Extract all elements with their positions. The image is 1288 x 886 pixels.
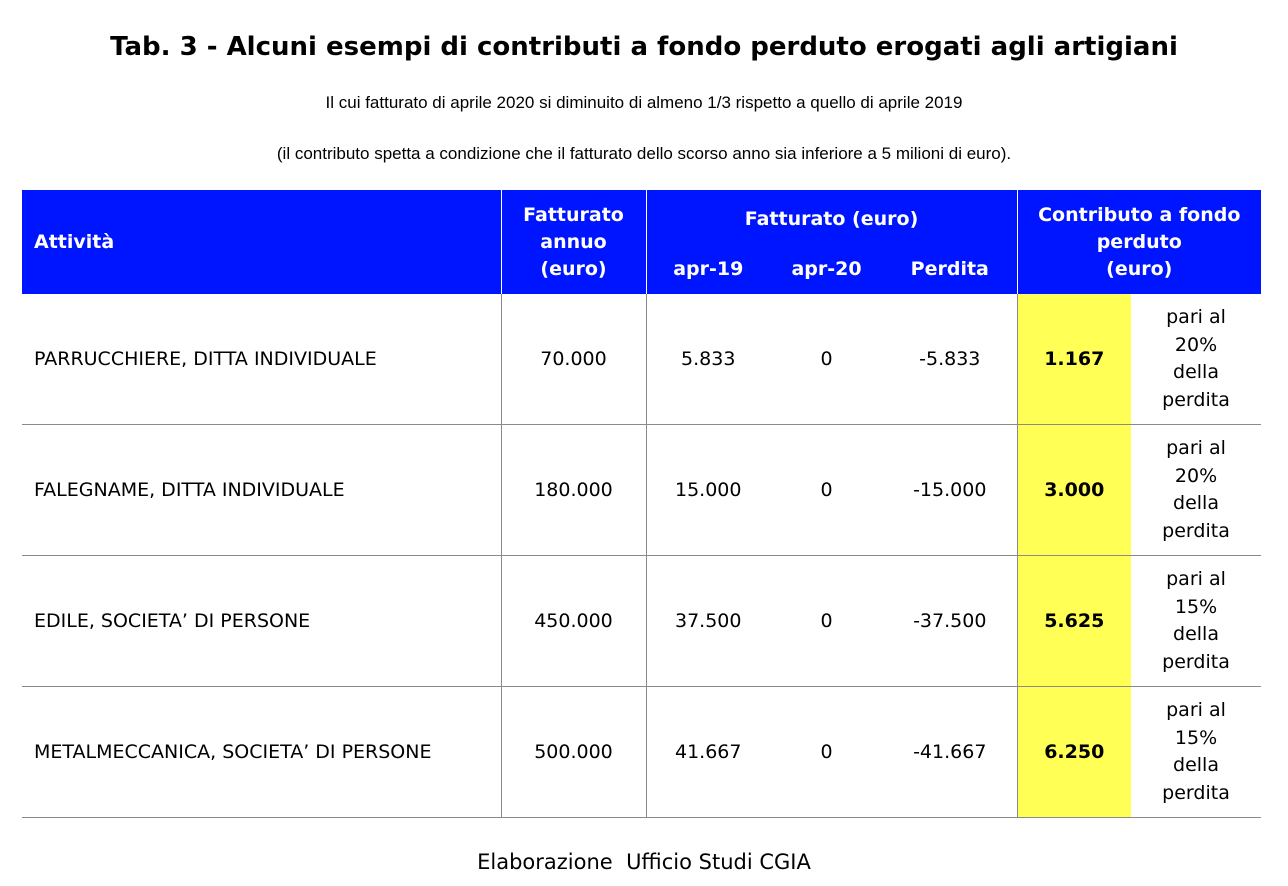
cell-loss: -41.667	[883, 687, 1017, 818]
cell-activity: EDILE, SOCIETA’ DI PERSONE	[22, 556, 501, 687]
note-line: della	[1173, 492, 1219, 514]
cell-apr19: 37.500	[646, 556, 770, 687]
cell-annual: 180.000	[501, 425, 646, 556]
note-line: perdita	[1162, 781, 1230, 804]
table-row	[22, 425, 1261, 556]
header-contribution-line2: perduto	[1096, 230, 1182, 253]
note-line: della	[1173, 623, 1219, 645]
cell-apr20: 0	[770, 294, 883, 425]
header-apr19: apr-19	[646, 244, 770, 294]
cell-contribution-note	[1131, 294, 1261, 425]
header-contribution-line3: (euro)	[1106, 257, 1173, 280]
note-line: perdita	[1162, 519, 1230, 542]
note-line: pari al	[1166, 437, 1226, 459]
cell-annual: 500.000	[501, 687, 646, 818]
table-row	[22, 294, 1261, 425]
note-line: 20%	[1174, 464, 1218, 487]
header-annual-line2: annuo	[540, 230, 607, 253]
cell-apr19: 41.667	[646, 687, 770, 818]
cell-loss: -37.500	[883, 556, 1017, 687]
cell-contribution: 6.250	[1017, 687, 1131, 818]
note-line: perdita	[1162, 650, 1230, 673]
note-line: pari al	[1166, 306, 1226, 328]
note-line: 15%	[1174, 595, 1218, 618]
source-footer: Elaborazione Ufficio Studi CGIA	[477, 850, 811, 874]
contributions-table	[22, 190, 1261, 818]
table-row	[22, 556, 1261, 687]
note-line: pari al	[1166, 699, 1226, 721]
subtitle-note: (il contributo spetta a condizione che il fatturato dello scorso anno sia inferiore a 5 milioni di euro).	[276, 144, 1012, 163]
cell-loss: -15.000	[883, 425, 1017, 556]
table-row	[22, 687, 1261, 818]
cell-contribution: 5.625	[1017, 556, 1131, 687]
cell-contribution-note	[1131, 556, 1261, 687]
header-apr20: apr-20	[770, 244, 883, 294]
header-annual-revenue	[501, 190, 646, 294]
cell-apr20: 0	[770, 687, 883, 818]
table-title: Tab. 3 - Alcuni esempi di contributi a fondo perduto erogati agli artigiani	[110, 32, 1178, 62]
cell-apr20: 0	[770, 556, 883, 687]
header-contribution-line1: Contributo a fondo	[1038, 203, 1241, 226]
header-annual-line1: Fatturato	[523, 203, 624, 226]
cell-loss: -5.833	[883, 294, 1017, 425]
cell-apr19: 15.000	[646, 425, 770, 556]
cell-contribution: 3.000	[1017, 425, 1131, 556]
note-line: della	[1173, 361, 1219, 383]
cell-contribution-note	[1131, 687, 1261, 818]
cell-activity: FALEGNAME, DITTA INDIVIDUALE	[22, 425, 501, 556]
header-activity: Attività	[22, 190, 501, 294]
cell-apr20: 0	[770, 425, 883, 556]
cell-activity: PARRUCCHIERE, DITTA INDIVIDUALE	[22, 294, 501, 425]
subtitle-condition: Il cui fatturato di aprile 2020 si diminuito di almeno 1/3 rispetto a quello di aprile 2019	[325, 93, 963, 112]
cell-apr19: 5.833	[646, 294, 770, 425]
note-line: perdita	[1162, 388, 1230, 411]
header-loss: Perdita	[883, 244, 1017, 294]
header-contribution	[1017, 190, 1261, 294]
cell-annual: 450.000	[501, 556, 646, 687]
note-line: 15%	[1174, 726, 1218, 749]
cell-contribution-note	[1131, 425, 1261, 556]
note-line: 20%	[1174, 333, 1218, 356]
cell-activity: METALMECCANICA, SOCIETA’ DI PERSONE	[22, 687, 501, 818]
cell-contribution: 1.167	[1017, 294, 1131, 425]
note-line: della	[1173, 754, 1219, 776]
header-annual-line3: (euro)	[540, 257, 607, 280]
header-revenue-group: Fatturato (euro)	[646, 190, 1017, 244]
note-line: pari al	[1166, 568, 1226, 590]
cell-annual: 70.000	[501, 294, 646, 425]
